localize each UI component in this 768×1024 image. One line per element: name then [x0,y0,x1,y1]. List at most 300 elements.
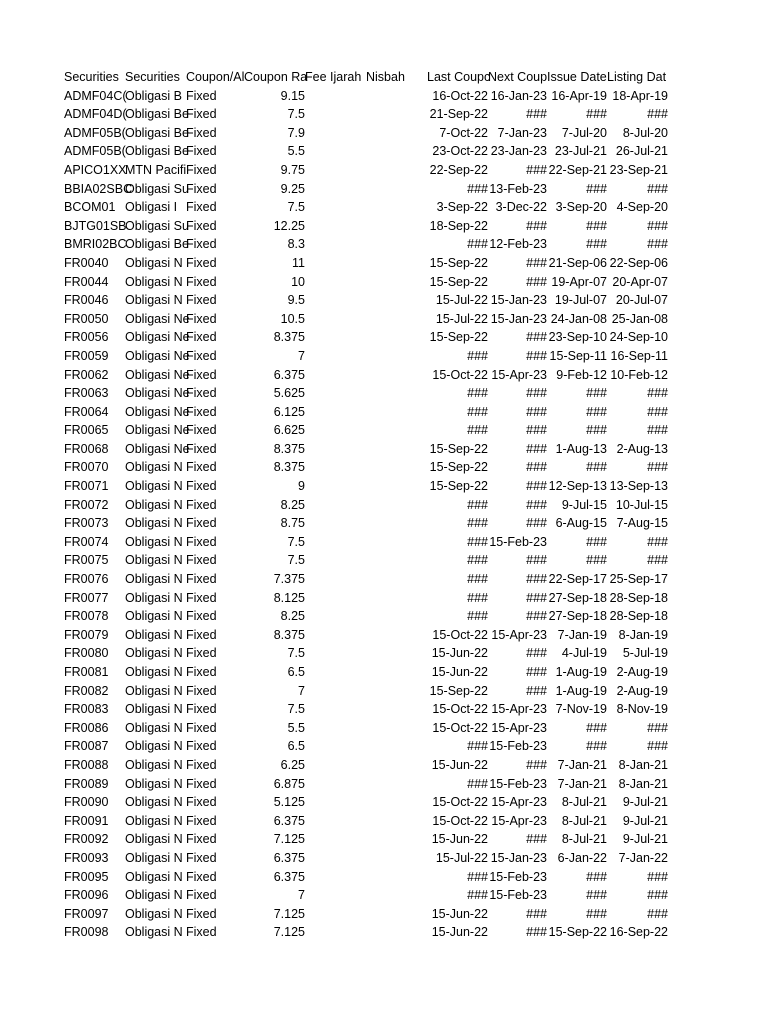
cell-last-coupon[interactable]: 15-Jun-22 [431,832,488,847]
cell-securities-name[interactable]: Obligasi N [125,293,183,308]
cell-securities-code[interactable]: FR0062 [64,367,109,382]
cell-next-coupon[interactable]: ### [526,572,547,587]
cell-last-coupon[interactable]: 22-Sep-22 [429,162,488,177]
cell-next-coupon[interactable]: ### [526,162,547,177]
cell-issue-date[interactable]: ### [586,386,607,401]
cell-coupon-type[interactable]: Fixed [186,330,217,345]
cell-last-coupon[interactable]: ### [467,534,488,549]
cell-issue-date[interactable]: 24-Jan-08 [550,311,607,326]
cell-coupon-rate[interactable]: 5.125 [273,795,305,810]
cell-issue-date[interactable]: 23-Jul-21 [554,144,607,159]
cell-issue-date[interactable]: 1-Aug-13 [555,441,607,456]
cell-listing-date[interactable]: 7-Aug-15 [616,516,668,531]
cell-securities-code[interactable]: FR0089 [64,776,109,791]
header-nisbah[interactable]: Nisbah [366,70,405,84]
cell-next-coupon[interactable]: ### [526,646,547,661]
cell-securities-code[interactable]: FR0071 [64,479,109,494]
cell-next-coupon[interactable]: 15-Feb-23 [489,534,547,549]
cell-securities-name[interactable]: Obligasi N [125,739,183,754]
cell-next-coupon[interactable]: 15-Apr-23 [491,367,547,382]
cell-securities-name[interactable]: Obligasi N [125,665,183,679]
cell-listing-date[interactable]: ### [647,218,668,233]
cell-last-coupon[interactable]: ### [467,609,488,624]
cell-next-coupon[interactable]: 15-Apr-23 [491,702,547,717]
cell-coupon-rate[interactable]: 10.5 [280,311,305,326]
cell-listing-date[interactable]: ### [647,404,668,419]
cell-securities-name[interactable]: Obligasi N [125,757,183,772]
cell-coupon-type[interactable]: Fixed [186,200,217,215]
cell-listing-date[interactable]: ### [647,423,668,438]
cell-listing-date[interactable]: ### [647,107,668,122]
cell-next-coupon[interactable]: 15-Feb-23 [489,888,547,903]
cell-issue-date[interactable]: 15-Sep-11 [549,348,607,363]
cell-next-coupon[interactable]: ### [526,757,547,772]
cell-issue-date[interactable]: 1-Aug-19 [555,665,607,679]
cell-securities-code[interactable]: FR0079 [64,627,109,642]
cell-next-coupon[interactable]: ### [526,665,547,679]
cell-coupon-rate[interactable]: 7.125 [273,906,305,921]
cell-coupon-rate[interactable]: 6.625 [273,423,305,438]
cell-coupon-rate[interactable]: 8.375 [273,330,305,345]
cell-securities-name[interactable]: Obligasi N [125,516,183,531]
cell-securities-code[interactable]: FR0080 [64,646,109,661]
cell-last-coupon[interactable]: 15-Sep-22 [429,460,488,475]
cell-next-coupon[interactable]: ### [526,516,547,531]
cell-listing-date[interactable]: 16-Sep-22 [609,925,668,940]
cell-last-coupon[interactable]: ### [467,497,488,512]
cell-securities-name[interactable]: Obligasi N [125,646,183,661]
cell-issue-date[interactable]: 15-Sep-22 [548,925,607,940]
cell-securities-name[interactable]: Obligasi N [125,683,183,698]
cell-coupon-type[interactable]: Fixed [186,162,217,177]
cell-listing-date[interactable]: 9-Jul-21 [622,795,668,810]
cell-listing-date[interactable]: 20-Jul-07 [615,293,668,308]
cell-last-coupon[interactable]: 15-Jun-22 [431,757,488,772]
cell-listing-date[interactable]: 10-Jul-15 [615,497,668,512]
cell-securities-name[interactable]: Obligasi N [125,776,183,791]
cell-listing-date[interactable]: 7-Jan-22 [618,850,668,865]
cell-listing-date[interactable]: 22-Sep-06 [609,255,668,270]
cell-next-coupon[interactable]: 15-Apr-23 [491,795,547,810]
cell-securities-name[interactable]: MTN Pacifi [125,162,187,177]
cell-next-coupon[interactable]: 15-Jan-23 [490,850,547,865]
cell-coupon-type[interactable]: Fixed [186,516,217,531]
cell-securities-code[interactable]: FR0072 [64,497,109,512]
cell-issue-date[interactable]: ### [586,237,607,252]
cell-listing-date[interactable]: 8-Jan-21 [618,776,668,791]
cell-coupon-rate[interactable]: 7.5 [287,107,305,122]
cell-securities-code[interactable]: BMRI02BC [64,237,127,252]
cell-issue-date[interactable]: 21-Sep-06 [548,255,607,270]
cell-listing-date[interactable]: 24-Sep-10 [609,330,668,345]
cell-listing-date[interactable]: 5-Jul-19 [622,646,668,661]
cell-securities-name[interactable]: Obligasi N [125,813,183,828]
cell-coupon-rate[interactable]: 8.375 [273,627,305,642]
cell-next-coupon[interactable]: 15-Feb-23 [489,739,547,754]
cell-coupon-type[interactable]: Fixed [186,869,217,884]
cell-coupon-type[interactable]: Fixed [186,423,217,438]
cell-issue-date[interactable]: ### [586,553,607,568]
cell-coupon-rate[interactable]: 8.75 [280,516,305,531]
cell-coupon-rate[interactable]: 7 [298,348,305,363]
cell-coupon-rate[interactable]: 9.5 [287,293,305,308]
cell-next-coupon[interactable]: ### [526,107,547,122]
header-next-coupon[interactable]: Next Coup [488,70,548,84]
cell-coupon-rate[interactable]: 7.125 [273,832,305,847]
cell-next-coupon[interactable]: ### [526,404,547,419]
cell-next-coupon[interactable]: 15-Feb-23 [489,869,547,884]
cell-coupon-type[interactable]: Fixed [186,553,217,568]
cell-issue-date[interactable]: ### [586,888,607,903]
header-coupon-rate[interactable]: Coupon Ra [244,70,308,84]
cell-listing-date[interactable]: 20-Apr-07 [612,274,668,289]
cell-coupon-rate[interactable]: 8.125 [273,590,305,605]
cell-next-coupon[interactable]: ### [526,497,547,512]
cell-issue-date[interactable]: ### [586,720,607,735]
cell-listing-date[interactable]: ### [647,869,668,884]
cell-securities-name[interactable]: Obligasi N [125,888,183,903]
cell-coupon-type[interactable]: Fixed [186,274,217,289]
cell-securities-code[interactable]: FR0044 [64,274,109,289]
cell-listing-date[interactable]: ### [647,181,668,196]
cell-next-coupon[interactable]: ### [526,609,547,624]
cell-issue-date[interactable]: 22-Sep-17 [548,572,607,587]
cell-securities-code[interactable]: FR0046 [64,293,109,308]
cell-coupon-rate[interactable]: 7.375 [273,572,305,587]
cell-listing-date[interactable]: ### [647,906,668,921]
cell-listing-date[interactable]: 2-Aug-13 [616,441,668,456]
cell-next-coupon[interactable]: ### [526,386,547,401]
cell-issue-date[interactable]: ### [586,218,607,233]
cell-issue-date[interactable]: ### [586,460,607,475]
cell-securities-name[interactable]: Obligasi N [125,627,183,642]
cell-coupon-rate[interactable]: 8.25 [280,609,305,624]
cell-securities-name[interactable]: Obligasi N [125,906,183,921]
cell-coupon-type[interactable]: Fixed [186,813,217,828]
cell-issue-date[interactable]: 12-Sep-13 [548,479,607,494]
cell-listing-date[interactable]: ### [647,460,668,475]
cell-last-coupon[interactable]: ### [467,888,488,903]
cell-securities-name[interactable]: Obligasi Ne [125,404,190,419]
cell-issue-date[interactable]: 19-Apr-07 [551,274,607,289]
cell-next-coupon[interactable]: ### [526,218,547,233]
cell-coupon-rate[interactable]: 10 [291,274,305,289]
cell-issue-date[interactable]: 9-Feb-12 [556,367,607,382]
cell-last-coupon[interactable]: ### [467,386,488,401]
cell-securities-code[interactable]: ADMF05B( [64,144,126,159]
cell-coupon-rate[interactable]: 7.5 [287,200,305,215]
cell-issue-date[interactable]: 8-Jul-21 [561,795,607,810]
cell-next-coupon[interactable]: ### [526,348,547,363]
cell-securities-name[interactable]: Obligasi Be [125,125,189,140]
cell-issue-date[interactable]: ### [586,906,607,921]
cell-securities-name[interactable]: Obligasi N [125,479,183,494]
cell-next-coupon[interactable]: ### [526,460,547,475]
cell-securities-code[interactable]: FR0065 [64,423,109,438]
cell-last-coupon[interactable]: 15-Sep-22 [429,683,488,698]
cell-coupon-rate[interactable]: 6.375 [273,869,305,884]
cell-listing-date[interactable]: 2-Aug-19 [616,683,668,698]
cell-issue-date[interactable]: 9-Jul-15 [561,497,607,512]
cell-securities-name[interactable]: Obligasi Be [125,237,189,252]
cell-issue-date[interactable]: 23-Sep-10 [548,330,607,345]
cell-issue-date[interactable]: ### [586,869,607,884]
cell-last-coupon[interactable]: 3-Sep-22 [436,200,488,215]
cell-coupon-type[interactable]: Fixed [186,665,217,679]
cell-last-coupon[interactable]: 15-Sep-22 [429,479,488,494]
cell-securities-code[interactable]: FR0091 [64,813,109,828]
cell-coupon-type[interactable]: Fixed [186,850,217,865]
cell-securities-code[interactable]: ADMF04D( [64,107,127,122]
header-fee-ijarah[interactable]: Fee Ijarah [305,70,362,84]
cell-next-coupon[interactable]: 15-Apr-23 [491,720,547,735]
cell-coupon-type[interactable]: Fixed [186,348,217,363]
cell-last-coupon[interactable]: 23-Oct-22 [432,144,488,159]
cell-listing-date[interactable]: 23-Sep-21 [609,162,668,177]
cell-issue-date[interactable]: 7-Jan-21 [557,757,607,772]
cell-securities-code[interactable]: FR0040 [64,255,109,270]
cell-coupon-type[interactable]: Fixed [186,311,217,326]
cell-issue-date[interactable]: 27-Sep-18 [548,609,607,624]
cell-listing-date[interactable]: ### [647,386,668,401]
cell-securities-name[interactable]: Obligasi N [125,832,183,847]
cell-listing-date[interactable]: 25-Jan-08 [611,311,668,326]
cell-coupon-rate[interactable]: 6.5 [287,739,305,754]
header-coupon-type[interactable]: Coupon/Al [186,70,245,84]
cell-coupon-rate[interactable]: 7.9 [287,125,305,140]
cell-coupon-type[interactable]: Fixed [186,702,217,717]
cell-last-coupon[interactable]: 15-Jun-22 [431,646,488,661]
cell-last-coupon[interactable]: 15-Jun-22 [431,665,488,679]
cell-last-coupon[interactable]: 15-Sep-22 [429,330,488,345]
cell-securities-name[interactable]: Obligasi N [125,534,183,549]
cell-last-coupon[interactable]: ### [467,181,488,196]
cell-last-coupon[interactable]: 15-Jun-22 [431,925,488,940]
cell-last-coupon[interactable]: 16-Oct-22 [432,88,488,103]
cell-coupon-rate[interactable]: 9 [298,479,305,494]
cell-next-coupon[interactable]: 15-Feb-23 [489,776,547,791]
cell-securities-name[interactable]: Obligasi N [125,274,183,289]
cell-coupon-rate[interactable]: 6.375 [273,367,305,382]
cell-coupon-type[interactable]: Fixed [186,218,217,233]
cell-last-coupon[interactable]: 21-Sep-22 [429,107,488,122]
cell-issue-date[interactable]: ### [586,739,607,754]
cell-issue-date[interactable]: ### [586,181,607,196]
cell-issue-date[interactable]: 8-Jul-21 [561,813,607,828]
cell-securities-name[interactable]: Obligasi N [125,869,183,884]
cell-coupon-type[interactable]: Fixed [186,627,217,642]
cell-issue-date[interactable]: ### [586,423,607,438]
cell-coupon-rate[interactable]: 7.125 [273,925,305,940]
cell-next-coupon[interactable]: ### [526,441,547,456]
cell-coupon-rate[interactable]: 8.25 [280,497,305,512]
cell-coupon-type[interactable]: Fixed [186,125,217,140]
cell-issue-date[interactable]: 22-Sep-21 [548,162,607,177]
cell-securities-code[interactable]: FR0090 [64,795,109,810]
cell-listing-date[interactable]: 18-Apr-19 [612,88,668,103]
cell-last-coupon[interactable]: 15-Oct-22 [432,367,488,382]
cell-issue-date[interactable]: 1-Aug-19 [555,683,607,698]
cell-last-coupon[interactable]: 15-Jul-22 [435,311,488,326]
cell-securities-name[interactable]: Obligasi N [125,795,183,810]
cell-last-coupon[interactable]: 7-Oct-22 [439,125,488,140]
cell-last-coupon[interactable]: 15-Sep-22 [429,255,488,270]
cell-securities-name[interactable]: Obligasi N [125,720,183,735]
cell-next-coupon[interactable]: ### [526,423,547,438]
cell-coupon-type[interactable]: Fixed [186,386,217,401]
cell-coupon-type[interactable]: Fixed [186,88,217,103]
cell-coupon-rate[interactable]: 12.25 [273,218,305,233]
cell-issue-date[interactable]: ### [586,107,607,122]
cell-coupon-rate[interactable]: 8.375 [273,441,305,456]
cell-coupon-rate[interactable]: 6.375 [273,850,305,865]
cell-coupon-rate[interactable]: 7.5 [287,702,305,717]
cell-next-coupon[interactable]: ### [526,832,547,847]
cell-next-coupon[interactable]: 15-Jan-23 [490,311,547,326]
cell-coupon-type[interactable]: Fixed [186,367,217,382]
cell-coupon-type[interactable]: Fixed [186,404,217,419]
cell-securities-name[interactable]: Obligasi N [125,553,183,568]
cell-coupon-type[interactable]: Fixed [186,590,217,605]
cell-last-coupon[interactable]: ### [467,590,488,605]
cell-listing-date[interactable]: 8-Jul-20 [622,125,668,140]
cell-securities-name[interactable]: Obligasi Ne [125,423,190,438]
cell-next-coupon[interactable]: ### [526,330,547,345]
cell-coupon-type[interactable]: Fixed [186,925,217,940]
cell-listing-date[interactable]: 10-Feb-12 [610,367,668,382]
cell-next-coupon[interactable]: 16-Jan-23 [490,88,547,103]
cell-coupon-type[interactable]: Fixed [186,720,217,735]
cell-listing-date[interactable]: ### [647,739,668,754]
cell-next-coupon[interactable]: ### [526,479,547,494]
cell-coupon-type[interactable]: Fixed [186,255,217,270]
cell-issue-date[interactable]: ### [586,534,607,549]
cell-securities-name[interactable]: Obligasi Ne [125,348,190,363]
cell-securities-name[interactable]: Obligasi N [125,702,183,717]
cell-securities-code[interactable]: FR0095 [64,869,109,884]
cell-coupon-type[interactable]: Fixed [186,776,217,791]
cell-listing-date[interactable]: 8-Nov-19 [616,702,668,717]
cell-coupon-rate[interactable]: 6.125 [273,404,305,419]
cell-next-coupon[interactable]: 15-Jan-23 [490,293,547,308]
cell-last-coupon[interactable]: 18-Sep-22 [429,218,488,233]
cell-last-coupon[interactable]: 15-Oct-22 [432,795,488,810]
cell-coupon-type[interactable]: Fixed [186,572,217,587]
cell-securities-name[interactable]: Obligasi N [125,609,183,624]
cell-last-coupon[interactable]: 15-Jul-22 [435,293,488,308]
cell-last-coupon[interactable]: ### [467,739,488,754]
cell-next-coupon[interactable]: 15-Apr-23 [491,627,547,642]
cell-coupon-type[interactable]: Fixed [186,609,217,624]
cell-coupon-rate[interactable]: 7 [298,888,305,903]
cell-coupon-rate[interactable]: 5.5 [287,144,305,159]
cell-coupon-type[interactable]: Fixed [186,683,217,698]
cell-last-coupon[interactable]: ### [467,572,488,587]
cell-coupon-type[interactable]: Fixed [186,441,217,456]
cell-securities-name[interactable]: Obligasi Ne [125,441,190,456]
cell-coupon-type[interactable]: Fixed [186,534,217,549]
cell-securities-code[interactable]: FR0081 [64,665,109,679]
cell-coupon-type[interactable]: Fixed [186,181,217,196]
cell-coupon-type[interactable]: Fixed [186,293,217,308]
cell-securities-name[interactable]: Obligasi N [125,925,183,940]
cell-coupon-rate[interactable]: 6.25 [280,757,305,772]
cell-issue-date[interactable]: 16-Apr-19 [551,88,607,103]
cell-securities-name[interactable]: Obligasi N [125,850,183,865]
cell-listing-date[interactable]: 26-Jul-21 [615,144,668,159]
cell-securities-name[interactable]: Obligasi N [125,255,183,270]
cell-last-coupon[interactable]: 15-Sep-22 [429,441,488,456]
cell-next-coupon[interactable]: ### [526,683,547,698]
cell-securities-code[interactable]: FR0074 [64,534,109,549]
cell-coupon-type[interactable]: Fixed [186,795,217,810]
cell-listing-date[interactable]: 9-Jul-21 [622,832,668,847]
cell-last-coupon[interactable]: 15-Oct-22 [432,627,488,642]
cell-securities-code[interactable]: FR0087 [64,739,109,754]
cell-securities-name[interactable]: Obligasi N [125,572,183,587]
cell-securities-name[interactable]: Obligasi B [125,88,182,103]
cell-issue-date[interactable]: 7-Nov-19 [555,702,607,717]
cell-securities-code[interactable]: ADMF04C( [64,88,127,103]
cell-securities-code[interactable]: FR0097 [64,906,109,921]
cell-last-coupon[interactable]: ### [467,776,488,791]
cell-next-coupon[interactable]: 13-Feb-23 [489,181,547,196]
cell-last-coupon[interactable]: ### [467,348,488,363]
cell-securities-code[interactable]: FR0086 [64,720,109,735]
cell-issue-date[interactable]: 6-Aug-15 [555,516,607,531]
cell-listing-date[interactable]: 2-Aug-19 [616,665,668,679]
cell-securities-name[interactable]: Obligasi I [125,200,178,215]
cell-coupon-type[interactable]: Fixed [186,739,217,754]
header-securities-name[interactable]: Securities [125,70,180,84]
cell-next-coupon[interactable]: ### [526,925,547,940]
cell-next-coupon[interactable]: 23-Jan-23 [490,144,547,159]
cell-last-coupon[interactable]: ### [467,553,488,568]
cell-coupon-rate[interactable]: 11 [292,255,305,270]
cell-next-coupon[interactable]: ### [526,906,547,921]
cell-securities-code[interactable]: BCOM01 [64,200,116,215]
cell-listing-date[interactable]: 8-Jan-21 [618,757,668,772]
cell-issue-date[interactable]: ### [586,404,607,419]
cell-securities-code[interactable]: FR0064 [64,404,109,419]
cell-listing-date[interactable]: 13-Sep-13 [609,479,668,494]
cell-next-coupon[interactable]: 12-Feb-23 [489,237,547,252]
cell-listing-date[interactable]: 4-Sep-20 [616,200,668,215]
cell-listing-date[interactable]: ### [647,237,668,252]
cell-listing-date[interactable]: ### [647,534,668,549]
cell-securities-code[interactable]: FR0068 [64,441,109,456]
cell-coupon-type[interactable]: Fixed [186,646,217,661]
cell-securities-code[interactable]: FR0098 [64,925,109,940]
cell-coupon-rate[interactable]: 5.5 [287,720,305,735]
cell-securities-code[interactable]: FR0075 [64,553,109,568]
cell-coupon-type[interactable]: Fixed [186,479,217,494]
cell-coupon-rate[interactable]: 9.75 [280,162,305,177]
cell-securities-code[interactable]: FR0056 [64,330,109,345]
cell-listing-date[interactable]: ### [647,888,668,903]
cell-securities-name[interactable]: Obligasi Su [125,181,189,196]
cell-securities-name[interactable]: Obligasi Ne [125,367,190,382]
cell-issue-date[interactable]: 7-Jan-21 [557,776,607,791]
cell-securities-code[interactable]: ADMF05B( [64,125,126,140]
cell-issue-date[interactable]: 6-Jan-22 [557,850,607,865]
cell-last-coupon[interactable]: ### [467,869,488,884]
header-listing-date[interactable]: Listing Dat [607,70,667,84]
cell-next-coupon[interactable]: 7-Jan-23 [497,125,547,140]
cell-securities-code[interactable]: FR0093 [64,850,109,865]
cell-securities-code[interactable]: FR0088 [64,757,109,772]
cell-listing-date[interactable]: 8-Jan-19 [618,627,668,642]
